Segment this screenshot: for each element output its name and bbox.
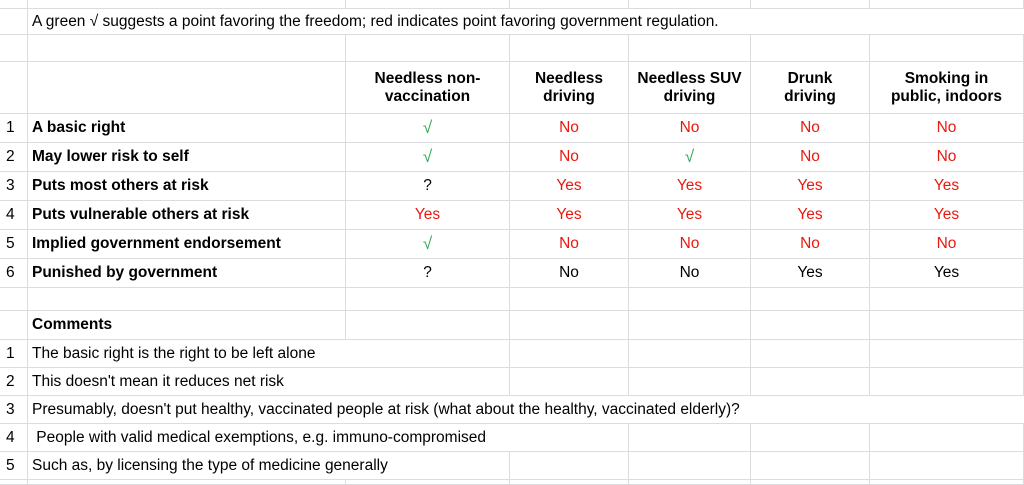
grid-cell[interactable]: [870, 368, 1024, 396]
criterion-label[interactable]: Implied government endorsement: [28, 230, 346, 259]
comments-title[interactable]: Comments: [28, 311, 346, 340]
grid-cell[interactable]: [870, 0, 1024, 9]
table-cell[interactable]: No: [629, 230, 751, 259]
column-header[interactable]: Smoking in public, indoors: [870, 62, 1024, 114]
table-cell[interactable]: No: [870, 114, 1024, 143]
table-cell[interactable]: No: [751, 230, 870, 259]
criterion-label[interactable]: Puts vulnerable others at risk: [28, 201, 346, 230]
table-cell[interactable]: No: [870, 143, 1024, 172]
grid-cell[interactable]: [510, 35, 629, 62]
grid-cell[interactable]: [629, 0, 751, 9]
table-cell[interactable]: No: [629, 259, 751, 288]
row-number-blank: [0, 62, 28, 114]
grid-cell[interactable]: [751, 311, 870, 340]
grid-cell[interactable]: [751, 288, 870, 311]
criterion-label[interactable]: A basic right: [28, 114, 346, 143]
comment-text[interactable]: This doesn't mean it reduces net risk: [28, 368, 510, 396]
row-number: 2: [0, 143, 28, 172]
grid-cell[interactable]: [629, 368, 751, 396]
grid-cell[interactable]: [629, 480, 751, 485]
table-cell[interactable]: No: [510, 259, 629, 288]
table-cell[interactable]: ?: [346, 259, 510, 288]
table-cell[interactable]: No: [510, 143, 629, 172]
table-cell[interactable]: No: [510, 230, 629, 259]
grid-cell[interactable]: [751, 480, 870, 485]
table-cell[interactable]: Yes: [510, 201, 629, 230]
grid-cell[interactable]: [346, 35, 510, 62]
column-header[interactable]: Needless SUV driving: [629, 62, 751, 114]
grid-cell[interactable]: [0, 480, 28, 485]
grid-cell[interactable]: [751, 340, 870, 368]
comment-number: 3: [0, 396, 28, 424]
row-number-blank: [0, 9, 28, 35]
table-cell[interactable]: Yes: [870, 201, 1024, 230]
grid-cell[interactable]: [751, 424, 870, 452]
comment-text[interactable]: Such as, by licensing the type of medicine generally: [28, 452, 510, 480]
column-header[interactable]: Needless non-vaccination: [346, 62, 510, 114]
grid-cell[interactable]: [510, 311, 629, 340]
grid-cell[interactable]: [346, 0, 510, 9]
table-cell[interactable]: Yes: [870, 259, 1024, 288]
grid-cell[interactable]: [870, 424, 1024, 452]
grid-cell[interactable]: [629, 288, 751, 311]
row-number-blank: [0, 311, 28, 340]
grid-cell[interactable]: [870, 480, 1024, 485]
grid-cell[interactable]: [346, 288, 510, 311]
grid-cell[interactable]: [870, 35, 1024, 62]
grid-cell[interactable]: [510, 340, 629, 368]
grid-cell[interactable]: [0, 288, 28, 311]
table-cell[interactable]: ?: [346, 172, 510, 201]
table-cell[interactable]: √: [346, 230, 510, 259]
table-cell[interactable]: √: [346, 114, 510, 143]
table-cell[interactable]: Yes: [751, 201, 870, 230]
criterion-label[interactable]: Puts most others at risk: [28, 172, 346, 201]
grid-cell[interactable]: [510, 368, 629, 396]
header-label-blank[interactable]: [28, 62, 346, 114]
grid-cell[interactable]: [510, 480, 629, 485]
table-cell[interactable]: No: [751, 143, 870, 172]
grid-cell[interactable]: [870, 311, 1024, 340]
row-number: 3: [0, 172, 28, 201]
row-number: 4: [0, 201, 28, 230]
grid-cell[interactable]: [870, 452, 1024, 480]
comment-text[interactable]: The basic right is the right to be left alone: [28, 340, 510, 368]
table-cell[interactable]: Yes: [629, 172, 751, 201]
table-cell[interactable]: No: [870, 230, 1024, 259]
comment-text[interactable]: People with valid medical exemptions, e.g. immuno-compromised: [28, 424, 629, 452]
grid-cell[interactable]: [28, 35, 346, 62]
grid-cell[interactable]: [346, 480, 510, 485]
table-cell[interactable]: No: [751, 114, 870, 143]
grid-cell[interactable]: [0, 35, 28, 62]
grid-cell[interactable]: [629, 311, 751, 340]
grid-cell[interactable]: [751, 452, 870, 480]
table-cell[interactable]: √: [346, 143, 510, 172]
criterion-label[interactable]: Punished by government: [28, 259, 346, 288]
row-number: 5: [0, 230, 28, 259]
grid-cell[interactable]: [870, 288, 1024, 311]
grid-cell[interactable]: [751, 368, 870, 396]
grid-cell[interactable]: [751, 35, 870, 62]
grid-cell[interactable]: [28, 480, 346, 485]
grid-cell[interactable]: [751, 0, 870, 9]
column-header[interactable]: Needless driving: [510, 62, 629, 114]
grid-cell[interactable]: [629, 35, 751, 62]
grid-cell[interactable]: [28, 0, 346, 9]
grid-cell[interactable]: [510, 288, 629, 311]
grid-cell[interactable]: [28, 288, 346, 311]
comment-number: 1: [0, 340, 28, 368]
table-cell[interactable]: Yes: [629, 201, 751, 230]
criterion-label[interactable]: May lower risk to self: [28, 143, 346, 172]
table-cell[interactable]: Yes: [510, 172, 629, 201]
comment-text[interactable]: Presumably, doesn't put healthy, vaccinated people at risk (what about the healthy, vaccinated elderly)?: [28, 396, 1024, 424]
table-cell[interactable]: √: [629, 143, 751, 172]
comment-number: 5: [0, 452, 28, 480]
grid-cell[interactable]: [629, 424, 751, 452]
row-number: 6: [0, 259, 28, 288]
table-cell[interactable]: Yes: [751, 172, 870, 201]
grid-cell[interactable]: [346, 311, 510, 340]
table-cell[interactable]: Yes: [346, 201, 510, 230]
grid-cell[interactable]: [510, 452, 629, 480]
table-cell[interactable]: Yes: [751, 259, 870, 288]
table-cell[interactable]: Yes: [870, 172, 1024, 201]
legend-note[interactable]: A green √ suggests a point favoring the freedom; red indicates point favoring government regulation.: [28, 9, 1024, 35]
comment-number: 4: [0, 424, 28, 452]
table-cell[interactable]: No: [510, 114, 629, 143]
grid-cell[interactable]: [0, 0, 28, 9]
grid-cell[interactable]: [510, 0, 629, 9]
row-number: 1: [0, 114, 28, 143]
table-cell[interactable]: No: [629, 114, 751, 143]
grid-cell[interactable]: [870, 340, 1024, 368]
grid-cell[interactable]: [629, 452, 751, 480]
comment-number: 2: [0, 368, 28, 396]
grid-cell[interactable]: [629, 340, 751, 368]
column-header[interactable]: Drunk driving: [751, 62, 870, 114]
